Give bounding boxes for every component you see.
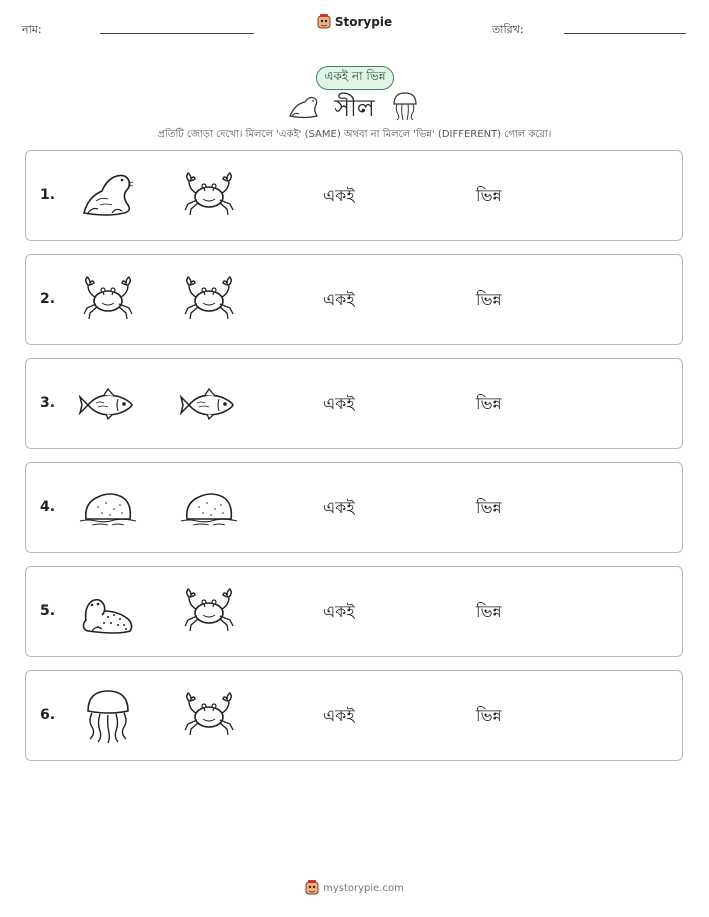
option-same[interactable]: একই	[323, 290, 355, 309]
jellyfish-icon	[78, 687, 138, 745]
rock-icon	[179, 479, 239, 537]
pair-row-3	[25, 358, 683, 449]
brand-logo	[0, 14, 709, 30]
brand-name: Storypie	[334, 15, 393, 29]
pair-row-1	[25, 150, 683, 241]
option-different[interactable]: ভিন্ন	[476, 290, 502, 309]
date-line[interactable]	[564, 33, 686, 34]
option-different[interactable]: ভিন্ন	[476, 602, 502, 621]
crab-icon	[78, 271, 138, 329]
instruction-text: প্রতিটি জোড়া দেখো। মিললে 'একই' (SAME) অথবা না মিললে 'ভিন্ন' (DIFFERENT) গোল করো।	[157, 129, 552, 140]
crab-icon	[179, 687, 239, 745]
row-number: 2.	[40, 291, 56, 307]
row-number: 3.	[40, 395, 56, 411]
option-different[interactable]: ভিন্ন	[476, 706, 502, 725]
row-number: 4.	[40, 499, 56, 515]
storypie-mascot-icon	[305, 880, 319, 896]
fish-icon	[78, 375, 138, 433]
pair-row-4	[25, 462, 683, 553]
page-title: সীল	[334, 94, 375, 122]
option-different[interactable]: ভিন্ন	[476, 394, 502, 413]
option-same[interactable]: একই	[323, 498, 355, 517]
row-number: 6.	[40, 707, 56, 723]
seal-icon	[78, 167, 138, 225]
footer-url[interactable]: mystorypie.com	[323, 882, 404, 894]
spotted-seal-icon	[78, 583, 138, 641]
row-number: 5.	[40, 603, 56, 619]
option-same[interactable]: একই	[323, 394, 355, 413]
crab-icon	[179, 167, 239, 225]
option-same[interactable]: একই	[323, 186, 355, 205]
pair-row-6	[25, 670, 683, 761]
fish-icon	[179, 375, 239, 433]
name-line[interactable]	[100, 33, 254, 34]
option-different[interactable]: ভিন্ন	[476, 498, 502, 517]
pair-row-2	[25, 254, 683, 345]
date-label: তারিখ:	[492, 23, 524, 36]
pair-row-5	[25, 566, 683, 657]
name-label: নাম:	[22, 23, 42, 36]
crab-icon	[179, 271, 239, 329]
option-same[interactable]: একই	[323, 706, 355, 725]
rock-icon	[78, 479, 138, 537]
option-same[interactable]: একই	[323, 602, 355, 621]
crab-icon	[179, 583, 239, 641]
option-different[interactable]: ভিন্ন	[476, 186, 502, 205]
jellyfish-title-icon	[390, 90, 420, 122]
activity-badge: একই না ভিন্ন	[316, 66, 394, 90]
storypie-mascot-icon	[317, 14, 331, 30]
row-number: 1.	[40, 187, 56, 203]
footer	[0, 880, 709, 896]
